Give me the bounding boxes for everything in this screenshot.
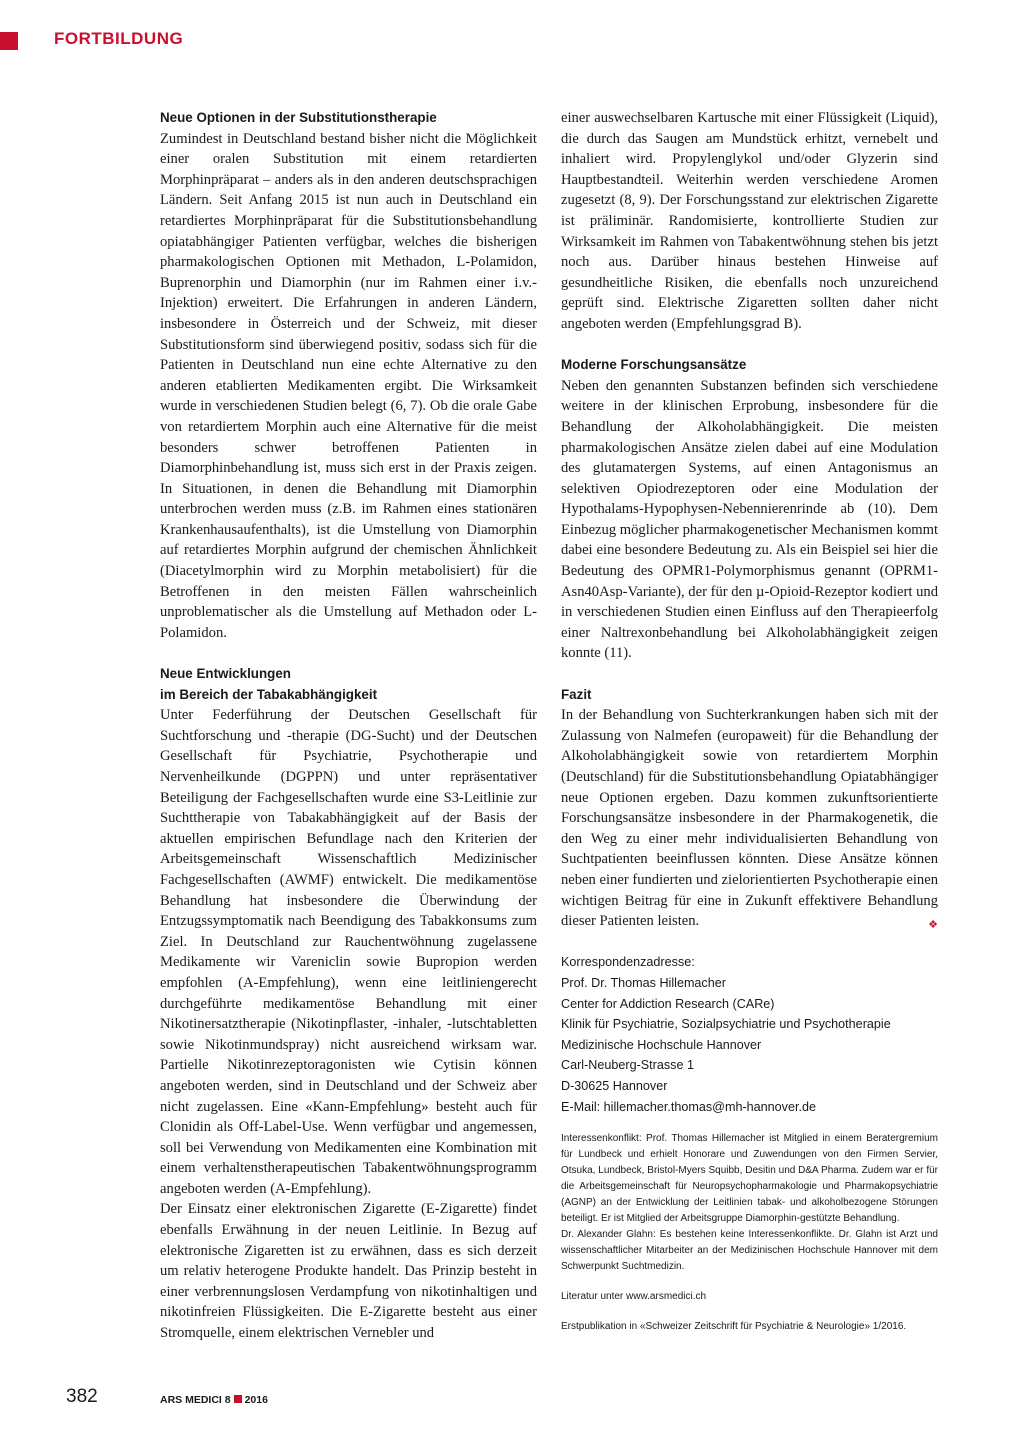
end-mark-icon: ❖ [928, 919, 938, 932]
paragraph-substitution: Zumindest in Deutschland bestand bisher nicht die Möglichkeit einer oralen Substitution mit einem retardierten Morphinpräparat – anders als in den anderen deutschsprachigen Ländern. Seit Anfang 2015 ist nun auch in Deutschland ein retardiertes Morphinpräparat für die Substitutionsbehandlung opiatabhängiger Patienten verfügbar, welches die bisherigen pharmakologischen Optionen mit Methadon, L-Polamidon, Buprenorphin und Diamorphin (nur im Rahmen einer i.v.-Injektion) erweitert. Die Erfahrungen in anderen Ländern, insbesondere in Österreich und der Schweiz, mit dieser Substitutionsform sind überwiegend positiv, sodass sich für die Patienten in Deutschland nun eine echte Alternative zu den anderen etablierten Medikamenten ergibt. Die Wirksamkeit wurde in verschiedenen Studien belegt (6, 7). Ob die orale Gabe von retardiertem Morphin auch eine Alternative für die meist besonders schwer betroffenen Patienten in Diamorphinbehandlung ist, muss sich erst in der Praxis zeigen. In Situationen, in denen die Behandlung mit Diamorphin unterbrochen werden muss (z.B. im Rahmen eines stationären Krankenhausaufenthalts), ist die Umstellung von Diamorphin auf retardiertes Morphin aufgrund der chemischen Ähnlichkeit (Diacetylmorphin wird zu Morphin metabolisiert) für die Betroffenen in den meisten Fällen wahrscheinlich unproblematischer als die Umstellung auf Methadon oder L-Polamidon. [160, 130, 537, 641]
correspondence-email: E-Mail: hillemacher.thomas@mh-hannover.de [561, 1099, 816, 1114]
literature-note: Literatur unter www.arsmedici.ch [561, 1291, 707, 1303]
fazit-text: In der Behandlung von Suchterkrankungen haben sich mit der Zulassung von Nalmefen (europaweit) für die Behandlung der Alkoholabhängigkeit sowie von retardiertem Morphin (Deutschland) für die Substitutionsbehandlung Opiatabhängiger neue Optionen ergeben. Dazu kommen zukunftsorientierte Forschungsansätze insbesondere in der Pharmakogenetik, die den Weg zu einer mehr individualisierten Behandlung von Suchtpatienten beeinflussen könnten. Diese Ansätze können neben einer fundierten und zielorientierten Psychotherapie einen wichtigen Beitrag für eine in Zukunft effektivere Behandlung dieser Patienten leisten. [561, 707, 938, 930]
correspondence-line: Medizinische Hochschule Hannover [561, 1037, 762, 1052]
paragraph-ezigarette: Der Einsatz einer elektronischen Zigarette (E-Zigarette) findet ebenfalls Erwähnung in der neuen Leitlinie. In Bezug auf elektronische Zigaretten ist zu erwähnen, dass es sich derzeit um relativ heterogene Produkte handelt. Das Prinzip besteht in einer verbrennungslosen Verdampfung von nikotinhaltigen und nikotinfreien Flüssigkeiten. Die E-Zigarette besteht aus einer Stromquelle, einem elektrischen Vernebler und [160, 1201, 537, 1342]
correspondence-line: Klinik für Psychiatrie, Sozialpsychiatrie und Psychotherapie [561, 1017, 891, 1032]
paragraph-fazit [561, 705, 938, 932]
right-column [561, 108, 938, 1335]
correspondence-label: Korrespondenzadresse: [561, 955, 695, 970]
correspondence-block [561, 952, 938, 1117]
conflict-of-interest-1: Interessenkonflikt: Prof. Thomas Hillemacher ist Mitglied in einem Beratergremium für Lundbeck und erhielt Honorare und Zuwendungen von den Firmen Servier, Otsuka, Lundbeck, Bristol-Myers Squibb, Desitin und D&A Pharma. Zudem war er für die Arbeitsgemeinschaft für Neuropsychopharmakologie und Pharmakopsychiatrie (AGNP) an der Entwicklung der Leitlinien tabak- und alkoholbezogene Störungen beteiligt. Er ist Mitglied der Arbeitsgruppe Diamorphin-gestützte Behandlung. [561, 1133, 938, 1225]
page-number: 382 [66, 1386, 98, 1407]
footer-accent-square [234, 1395, 242, 1403]
correspondence-line: Center for Addiction Research (CARe) [561, 996, 775, 1011]
heading-tabak-line2: im Bereich der Tabakabhängigkeit [160, 686, 378, 702]
heading-fazit: Fazit [561, 686, 592, 702]
heading-tabak-line1: Neue Entwicklungen [160, 666, 291, 682]
heading-forschung: Moderne Forschungsansätze [561, 357, 747, 373]
paragraph-tabak: Unter Federführung der Deutschen Gesellschaft für Suchtforschung und -therapie (DG-Sucht) und der Deutschen Gesellschaft für Psychiatrie, Psychotherapie und Nervenheilkunde (DGPPN) und unter repräsentativer Beteiligung der Fachgesellschaften wurde eine S3-Leitlinie zur Suchttherapie von Tabakabhängigkeit auf der Basis der aktuellen empirischen Befundlage nach den Kriterien der Arbeitsgemeinschaft Wissenschaftlich Medizinischer Fachgesellschaften (AWMF) entwickelt. Die medikamentöse Behandlung hat insbesondere die Überwindung der Entzugssymptomatik nach Beendigung des Tabakkonsums zum Ziel. In Deutschland zur Rauchentwöhnung zugelassene Medikamente wir Vareniclin sowie Bupropion werden empfohlen (A-Empfehlung), wenn eine leitliniengerecht durchgeführte medikamentöse Behandlung mit einer Nikotinersatztherapie (Nikotinpflaster, -inhaler, -lutschtabletten sowie Nikotinmundspray) nicht ausreichend wirksam war. Partielle Nikotinrezeptoragonisten wie Cytisin können angeboten werden, sind in Deutschland und der Schweiz aber nicht zugelassen. Eine «Kann-Empfehlung» besteht auch für Clonidin als Off-Label-Use. Wenn verfügbar und angemessen, soll bei Verwendung von Medikamenten eine Kombination mit einem verhaltenstherapeutischen Tabakentwöhnungsprogramm angeboten werden (A-Empfehlung). [160, 707, 537, 1197]
journal-name: ARS MEDICI 8 [160, 1394, 231, 1406]
left-column [160, 108, 537, 1344]
first-publication-note: Erstpublikation in «Schweizer Zeitschrift für Psychiatrie & Neurologie» 1/2016. [561, 1321, 907, 1333]
correspondence-line: Prof. Dr. Thomas Hillemacher [561, 975, 726, 990]
conflict-of-interest-2: Dr. Alexander Glahn: Es bestehen keine Interessenkonflikte. Dr. Glahn ist Arzt und wissenschaftlicher Mitarbeiter an der Medizinischen Hochschule Hannover mit dem Schwerpunkt Suchtmedizin. [561, 1229, 938, 1273]
footer-journal [160, 1394, 268, 1406]
correspondence-line: Carl-Neuberg-Strasse 1 [561, 1058, 694, 1073]
heading-substitution: Neue Optionen in der Substitutionstherapie [160, 110, 437, 125]
section-label: FORTBILDUNG [54, 29, 184, 48]
paragraph-forschung: Neben den genannten Substanzen befinden sich verschiedene weitere in der klinischen Erprobung, insbesondere für die Behandlung der Alkoholabhängigkeit. Die meisten pharmakologischen Ansätze zielen dabei auf eine Modulation des glutamatergen Systems, auf einen Antagonismus an selektiven Opiodrezeptoren oder eine Modulation der Hypothalams-Hypophysen-Nebennierenrinde ab (10). Dem Einbezug möglicher pharmakogenetischer Mechanismen kommt dabei eine besondere Bedeutung zu. Als ein Beispiel sei hier die Bedeutung des OPMR1-Polymorphismus genannt (OPRM1-Asn40Asp-Variante), der für den µ-Opioid-Rezeptor kodiert und in verschiedenen Studien einen Einfluss auf den Therapieerfolg einer Naltrexonbehandlung bei Alkoholabhängigkeit zeigen konnte (11). [561, 377, 938, 662]
journal-year: 2016 [244, 1394, 268, 1406]
correspondence-line: D-30625 Hannover [561, 1078, 668, 1093]
paragraph-ezigarette-cont: einer auswechselbaren Kartusche mit einer Flüssigkeit (Liquid), die durch das Saugen am Mundstück erhitzt, vernebelt und inhaliert wird. Propylenglykol und/oder Glyzerin sind Hauptbestandteil. Weiterhin werden verschiedene Aromen zugesetzt (8, 9). Der Forschungsstand zur elektrischen Zigarette ist präliminär. Randomisierte, kontrollierte Studien zur Wirksamkeit im Rahmen von Tabakentwöhnung stehen bis jetzt noch aus. Darüber hinaus bestehen Hinweise auf gesundheitliche Risiken, die ebenfalls noch unzureichend geprüft sind. Elektrische Zigaretten sollten daher nicht angeboten werden (Empfehlungsgrad B). [561, 110, 938, 332]
header-accent-square [0, 32, 18, 50]
